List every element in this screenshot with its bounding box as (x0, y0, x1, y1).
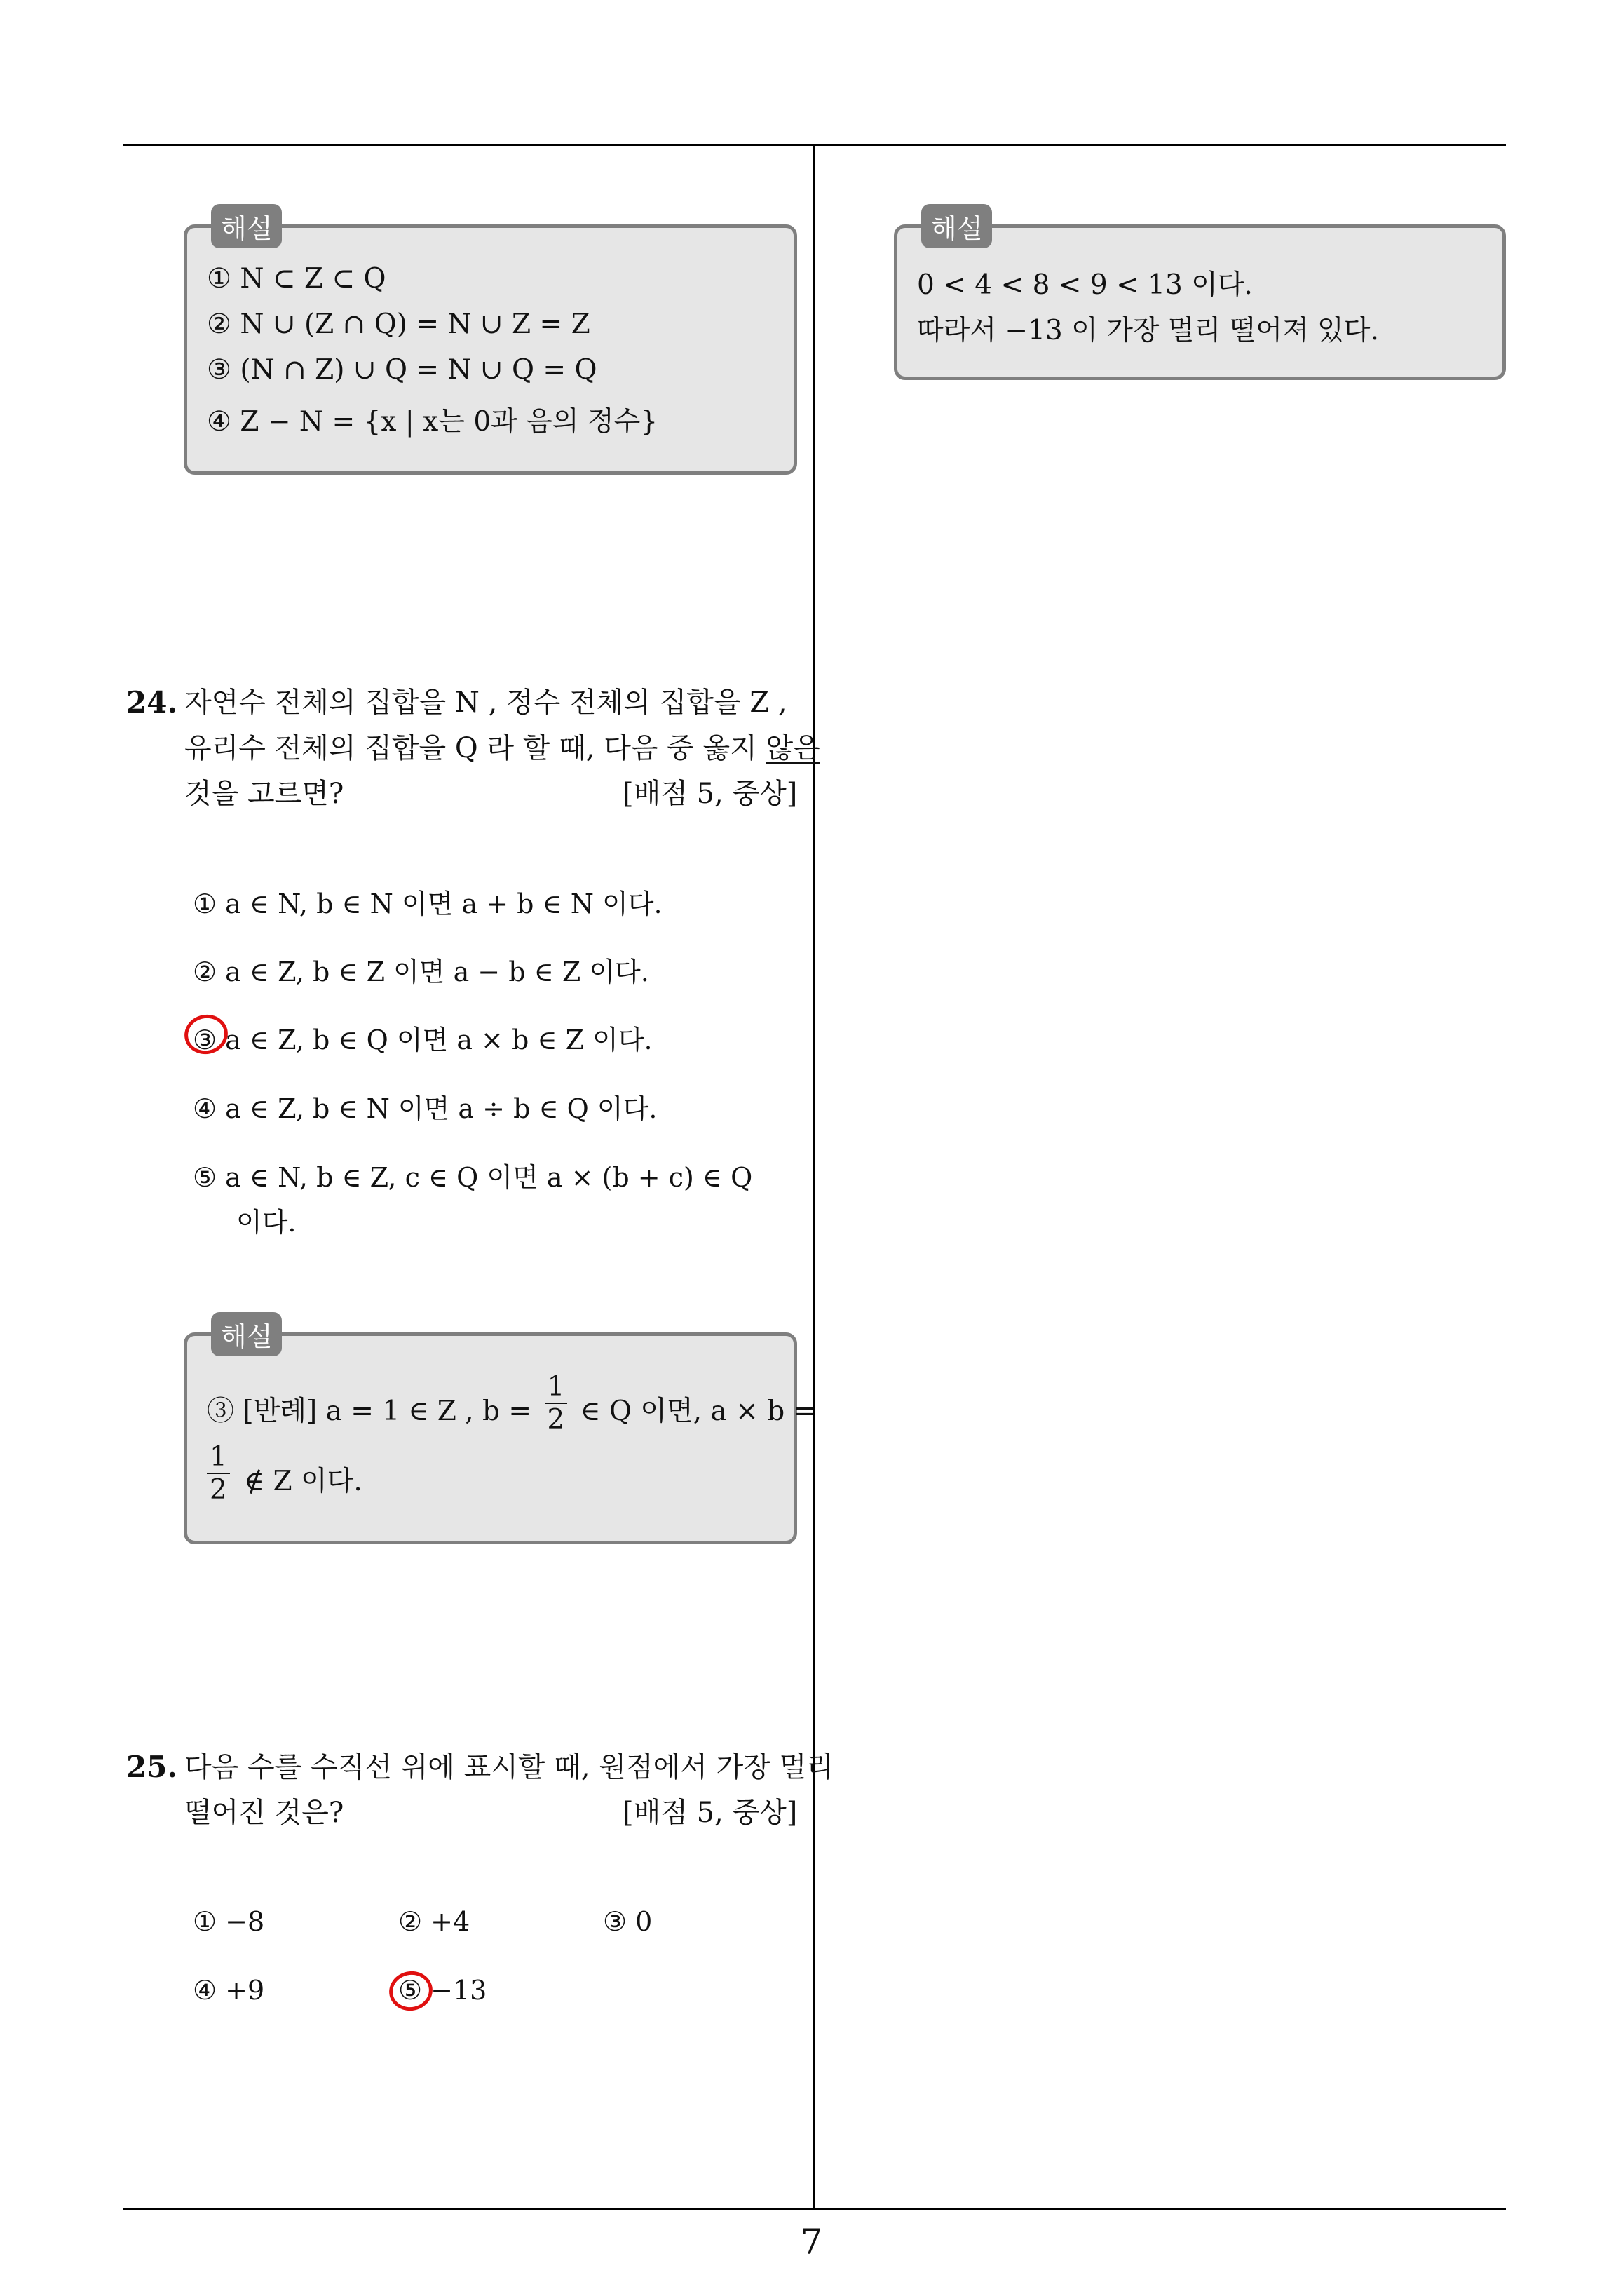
page-number: 7 (800, 2222, 823, 2262)
choice-2[interactable]: ② +4 (398, 1906, 470, 1937)
solution-tab: 해설 (211, 204, 282, 248)
solution-line: ① N ⊂ Z ⊂ Q (207, 263, 386, 295)
choice-2[interactable]: ② a ∈ Z, b ∈ Z 이면 a − b ∈ Z 이다. (193, 957, 649, 987)
column-divider (813, 144, 815, 2208)
solution-line: ③ (N ∩ Z) ∪ Q = N ∪ Q = Q (207, 354, 597, 386)
solution-box-q25 (894, 213, 1506, 380)
solution-tab: 해설 (921, 204, 992, 248)
question-text-line: 떨어진 것은? (184, 1797, 344, 1829)
solution-line: ③ [반례] a = 1 ∈ Z , b = $\frac{1}{2}$ ∈ Q 이면, a × b = (207, 1371, 817, 1436)
question-text-line: 것을 고르면? (184, 778, 344, 810)
choice-4[interactable]: ④ a ∈ Z, b ∈ N 이면 a ÷ b ∈ Q 이다. (193, 1093, 658, 1124)
bottom-rule (123, 2208, 1506, 2210)
solution-box-q23 (184, 213, 797, 475)
solution-line: $\frac{1}{2}$ ∉ Z 이다. (207, 1441, 362, 1504)
question-24 (126, 680, 820, 821)
fraction: $\frac{1}{2}$ (207, 1441, 230, 1506)
underlined-word: 않은 (766, 732, 820, 764)
solution-line: ④ Z − N = {x | x는 0과 음의 정수} (207, 406, 658, 438)
question-number: 24. (126, 685, 178, 720)
question-text-line: 자연수 전체의 집합을 N , 정수 전체의 집합을 Z , (184, 687, 787, 719)
solution-line: 따라서 −13 이 가장 멀리 떨어져 있다. (917, 315, 1379, 346)
solution-tab: 해설 (211, 1312, 282, 1356)
solution-box-q24 (184, 1321, 817, 1544)
choice-5[interactable]: ⑤ a ∈ N, b ∈ Z, c ∈ Q 이면 a × (b + c) ∈ Q (193, 1162, 753, 1193)
question-number: 25. (126, 1750, 178, 1784)
choice-5-continuation: 이다. (236, 1207, 297, 1238)
points-label: [배점 5, 중상] (623, 1797, 798, 1829)
question-text-line: 유리수 전체의 집합을 Q 라 할 때, 다음 중 옳지 않은 (184, 732, 820, 764)
choice-1[interactable]: ① a ∈ N, b ∈ N 이면 a + b ∈ N 이다. (193, 889, 663, 919)
choice-3[interactable]: ③ a ∈ Z, b ∈ Q 이면 a × b ∈ Z 이다. (193, 1025, 653, 1055)
solution-line: ② N ∪ (Z ∩ Q) = N ∪ Z = Z (207, 309, 590, 340)
choice-3[interactable]: ③ 0 (603, 1906, 653, 1937)
points-label: [배점 5, 중상] (623, 778, 798, 810)
question-25 (126, 1745, 834, 1843)
choice-1[interactable]: ① −8 (193, 1906, 265, 1937)
fraction: $\frac{1}{2}$ (545, 1371, 568, 1436)
choice-5[interactable]: ⑤ −13 (398, 1975, 487, 2006)
solution-line: 0 < 4 < 8 < 9 < 13 이다. (917, 269, 1253, 301)
question-text-line: 다음 수를 수직선 위에 표시할 때, 원점에서 가장 멀리 (184, 1751, 834, 1783)
choice-4[interactable]: ④ +9 (193, 1975, 265, 2006)
